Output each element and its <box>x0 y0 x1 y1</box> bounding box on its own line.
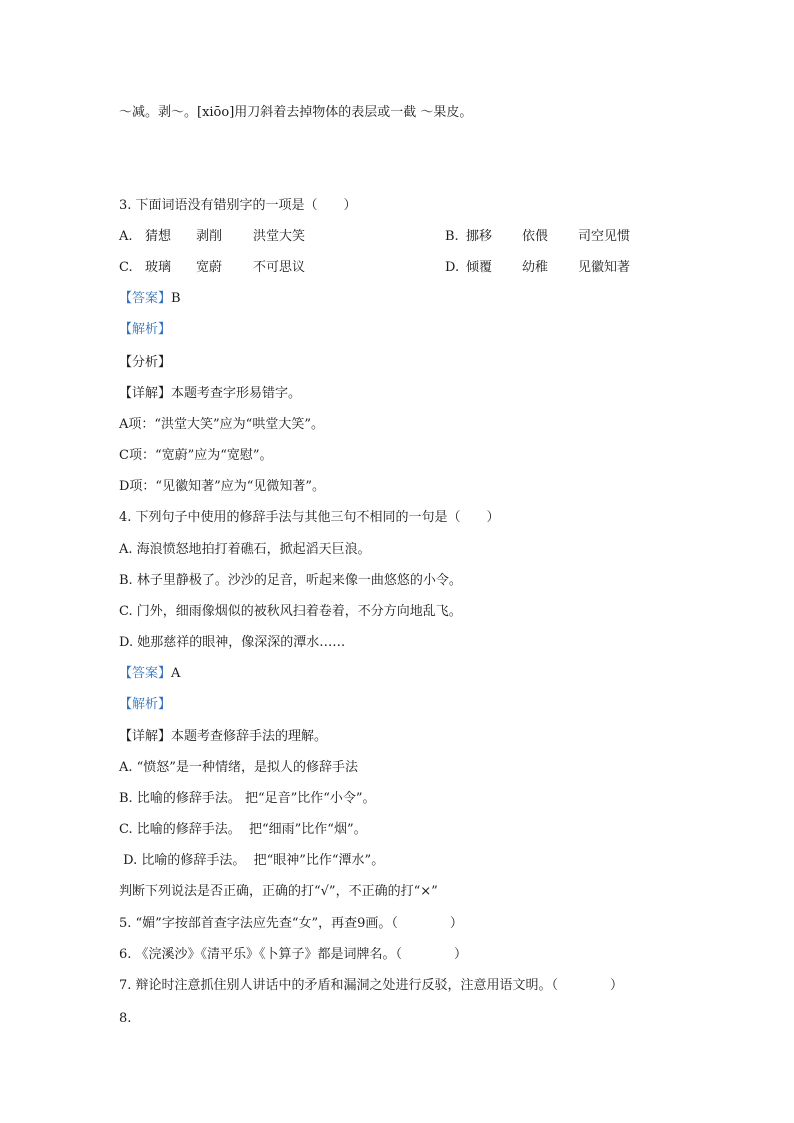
note-line: B. 比喻的修辞手法。 把“足音”比作“小令”。 <box>119 791 376 806</box>
option-d-word: 见徽知著 <box>578 260 631 275</box>
note-line: D项：“见徽知著”应为“见微知著”。 <box>119 479 326 494</box>
option-b-label: B. <box>445 229 459 244</box>
option-b-word: 挪移 <box>466 229 493 244</box>
answer-value: A <box>171 666 181 681</box>
question-7: 7. 辩论时注意抓住别人讲话中的矛盾和漏洞之处进行反驳，注意用语文明。（ ） <box>119 978 624 993</box>
detail-tag: 【详解】 <box>119 386 172 401</box>
option-d-word: 倾覆 <box>466 260 493 275</box>
question-6: 6. 《浣溪沙》《清平乐》《卜算子》都是词牌名。（ ） <box>119 947 468 962</box>
option-b-word: 依偎 <box>522 229 549 244</box>
note-line: A. “愤怒”是一种情绪，是拟人的修辞手法 <box>119 760 358 775</box>
detail-line <box>119 385 301 403</box>
text-line: ～减。剥～。[xiōo]用刀斜着去掉物体的表层或一截 ～果皮。 <box>119 105 473 120</box>
option-a-word: 猜想 <box>145 229 172 244</box>
note-line: A项：“洪堂大笑”应为“哄堂大笑”。 <box>119 417 324 432</box>
answer-value: B <box>171 291 181 306</box>
option-c-label: C. <box>119 260 133 275</box>
option-c-word: 不可思议 <box>253 260 306 275</box>
question-4-stem: 4. 下列句子中使用的修辞手法与其他三句不相同的一句是（ ） <box>119 510 500 525</box>
option-line: B. 林子里静极了。沙沙的足音，听起来像一曲悠悠的小令。 <box>119 573 462 588</box>
option-c-word: 宽蔚 <box>196 260 223 275</box>
detail-text: 本题考查字形易错字。 <box>171 386 302 401</box>
note-line: C. 比喻的修辞手法。 把“细雨”比作“烟”。 <box>119 822 367 837</box>
question-5: 5. “媚”字按部首查字法应先查“女”，再查9画。（ ） <box>119 916 463 931</box>
option-d-word: 幼稚 <box>522 260 549 275</box>
detail-tag: 【详解】 <box>119 729 172 744</box>
analysis-tag: 【解析】 <box>119 322 172 337</box>
answer-tag: 【答案】 <box>119 291 172 306</box>
question-8: 8. <box>119 1011 132 1026</box>
detail-line <box>119 728 327 746</box>
answer-line <box>119 665 180 683</box>
answer-tag: 【答案】 <box>119 666 172 681</box>
answer-line <box>119 290 181 308</box>
note-line: D. 比喻的修辞手法。 把“眼神”比作“潭水”。 <box>119 853 385 868</box>
option-a-word: 洪堂大笑 <box>253 229 306 244</box>
option-line: C. 门外，细雨像烟似的被秋风扫着卷着，不分方向地乱飞。 <box>119 604 462 619</box>
option-line: A. 海浪愤怒地拍打着礁石，掀起滔天巨浪。 <box>119 542 371 557</box>
question-3-stem: 3. 下面词语没有错别字的一项是（ ） <box>119 198 357 213</box>
option-a-word: 剥削 <box>196 229 223 244</box>
option-a-label: A. <box>119 229 133 244</box>
fenxi-tag: 【分析】 <box>119 355 172 370</box>
option-d-label: D. <box>445 260 460 275</box>
option-c-word: 玻璃 <box>145 260 172 275</box>
note-line: C项：“宽蔚”应为“宽慰”。 <box>119 448 273 463</box>
judge-intro: 判断下列说法是否正确，正确的打“√”，不正确的打“×” <box>119 884 438 899</box>
detail-text: 本题考查修辞手法的理解。 <box>171 729 328 744</box>
analysis-tag: 【解析】 <box>119 697 172 712</box>
option-b-word: 司空见惯 <box>578 229 631 244</box>
option-line: D. 她那慈祥的眼神，像深深的潭水…… <box>119 635 346 650</box>
